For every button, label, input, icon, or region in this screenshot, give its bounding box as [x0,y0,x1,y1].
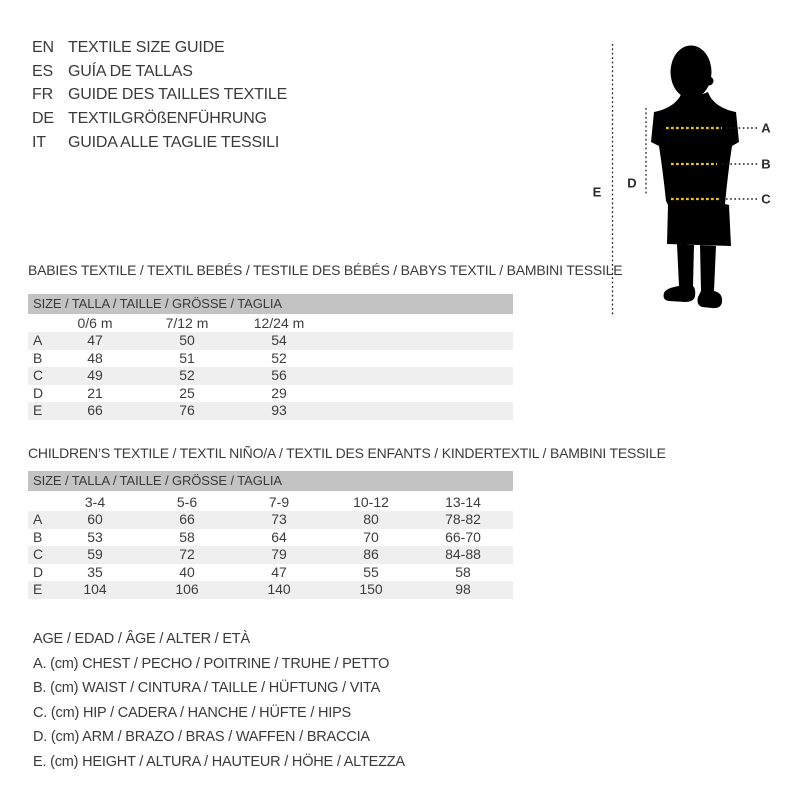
measure-label-a: A [761,120,771,136]
table-cell: 140 [267,581,291,597]
row-label: E [33,581,43,597]
legend-waist-line: B. (cm) WAIST / CINTURA / TAILLE / HÜFTUNG / VITA [33,680,381,697]
table-row [28,581,513,599]
column-header: 7-9 [268,494,290,510]
table-cell: 79 [271,546,287,562]
legend-age-line: AGE / EDAD / ÂGE / ALTER / ETÀ [33,631,250,647]
table-cell: 64 [271,528,287,545]
row-label: C [33,367,44,383]
filler-cell [509,493,513,511]
filler-cell [509,546,513,564]
table-cell: 84-88 [445,546,481,562]
table-cell: 52 [271,349,287,366]
filler-cell [325,402,513,420]
table-cell: 58 [179,528,195,545]
legend-hip-line: C. (cm) HIP / CADERA / HANCHE / HÜFTE / HIPS [33,704,352,721]
column-header: 3-4 [84,494,106,510]
row-label: E [33,402,43,418]
table-row [28,367,513,385]
table-row [28,385,513,403]
row-label: C [33,546,44,562]
left-leg-shape [664,244,696,302]
table-cell: 49 [87,367,103,383]
column-header: 13-14 [445,494,481,510]
empty-header-cell [28,314,49,332]
language-row [32,83,287,107]
table-cell: 56 [271,367,287,383]
filler-cell [325,385,513,403]
table-cell: 70 [363,528,379,545]
table-cell: 98 [455,581,471,597]
language-row [32,107,287,131]
measure-label-d: D [627,175,637,191]
table-cell: 55 [363,563,379,580]
table-cell: 66 [87,402,103,418]
language-row [32,36,287,60]
table-cell: 47 [271,563,287,580]
measurement-legend [33,627,405,775]
page-title-fr: GUIDE DES TAILLES TEXTILE [68,86,288,104]
language-row [32,131,287,155]
filler-cell [325,314,513,332]
column-header: 7/12 m [165,315,209,331]
page-title-it: GUIDA ALLE TAGLIE TESSILI [68,133,280,151]
filler-cell [509,511,513,529]
table-cell: 21 [87,384,103,401]
table-cell: 78-82 [445,511,481,527]
table-cell: 106 [175,581,199,597]
table-cell: 35 [87,563,103,580]
filler-cell [325,350,513,368]
table-cell: 50 [179,332,195,348]
child-silhouette [651,46,739,309]
filler-cell [509,529,513,547]
filler-cell [325,367,513,385]
measure-label-e: E [592,184,602,200]
children-size-table [28,493,513,599]
legend-chest-line: A. (cm) CHEST / PECHO / POITRINE / TRUHE / PETTO [33,655,390,672]
table-row [28,402,513,420]
ear-shape [705,77,714,86]
table-cell: 29 [271,384,287,401]
babies-section-title: BABIES TEXTILE / TEXTIL BEBÉS / TESTILE DES BÉBÉS / BABYS TEXTIL / BAMBINI TESSILE [28,262,623,278]
row-label: B [33,349,43,366]
table-cell: 104 [83,581,107,597]
table-cell: 73 [271,511,287,527]
table-cell: 59 [87,546,103,562]
right-leg-shape [698,245,723,308]
table-cell: 53 [87,528,103,545]
children-section-title: CHILDREN’S TEXTILE / TEXTIL NIÑO/A / TEXTIL DES ENFANTS / KINDERTEXTIL / BAMBINI TESSILE [28,445,666,461]
page-title-de: TEXTILGRÖßENFÜHRUNG [68,109,267,127]
babies-size-header-bar: SIZE / TALLA / TAILLE / GRÖSSE / TAGLIA [28,294,513,314]
language-code: IT [32,133,46,151]
language-code: DE [32,109,54,127]
table-cell: 76 [179,402,195,418]
row-label: D [33,384,44,401]
column-header: 0/6 m [77,315,113,331]
table-cell: 51 [179,349,195,366]
torso-shape [651,92,739,246]
row-label: A [33,511,43,527]
column-header: 12/24 m [253,315,305,331]
table-cell: 93 [271,402,287,418]
babies-size-table [28,314,513,420]
table-row [28,546,513,564]
table-cell: 58 [455,563,471,580]
measure-label-b: B [761,156,771,172]
table-cell: 25 [179,384,195,401]
filler-cell [509,581,513,599]
filler-cell [325,332,513,350]
table-cell: 72 [179,546,195,562]
page-title-es: GUÍA DE TALLAS [68,62,193,80]
table-cell: 150 [359,581,383,597]
language-code: FR [32,86,53,104]
empty-header-cell [28,493,49,511]
children-size-header-bar: SIZE / TALLA / TAILLE / GRÖSSE / TAGLIA [28,471,513,491]
table-cell: 47 [87,332,103,348]
table-header-row [28,314,513,332]
filler-cell [509,564,513,582]
table-cell: 66 [179,511,195,527]
table-row [28,350,513,368]
legend-arm-line: D. (cm) ARM / BRAZO / BRAS / WAFFEN / BRACCIA [33,729,370,746]
language-title-list [32,36,287,154]
table-row [28,529,513,547]
table-row [28,511,513,529]
table-cell: 66-70 [445,528,481,545]
column-header: 5-6 [176,494,198,510]
table-row [28,564,513,582]
table-cell: 80 [363,511,379,527]
language-code: EN [32,38,54,56]
column-header: 10-12 [353,494,389,510]
row-label: D [33,563,44,580]
legend-height-line: E. (cm) HEIGHT / ALTURA / HAUTEUR / HÖHE / ALTEZZA [33,753,405,770]
table-header-row [28,493,513,511]
row-label: B [33,528,43,545]
table-cell: 52 [179,367,195,383]
table-cell: 48 [87,349,103,366]
table-cell: 40 [179,563,195,580]
language-code: ES [32,62,53,80]
table-cell: 86 [363,546,379,562]
row-label: A [33,332,43,348]
measure-label-c: C [761,191,771,207]
table-cell: 60 [87,511,103,527]
table-row [28,332,513,350]
table-cell: 54 [271,332,287,348]
page-title: TEXTILE SIZE GUIDE [68,38,225,56]
language-row [32,60,287,84]
